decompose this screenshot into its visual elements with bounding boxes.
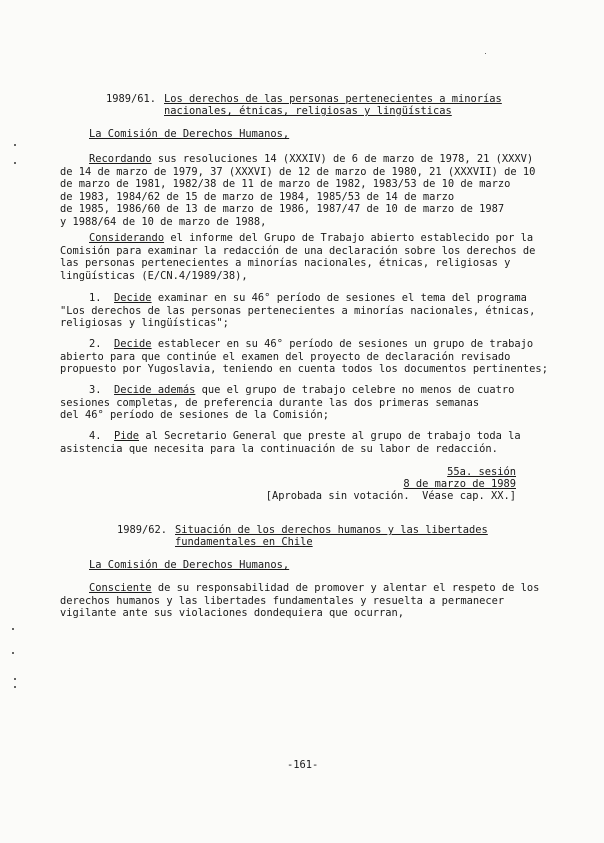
op2-line-1: establecer en su 46° período de sesiones un grupo de trabajo xyxy=(151,338,534,350)
considerando-line-3: las personas pertenecientes a minorías nacionales, étnicas, religiosas y xyxy=(60,257,511,270)
op1-number: 1. xyxy=(89,292,102,304)
consciente-lead: Consciente xyxy=(89,582,152,594)
session-date: 8 de marzo de 1989 xyxy=(403,478,516,490)
consciente-paragraph xyxy=(60,582,540,620)
op2-lead: Decide xyxy=(114,338,152,350)
op3-line-2: sesiones completas, de preferencia durante las dos primeras semanas xyxy=(60,396,480,409)
margin-mark xyxy=(14,678,16,680)
adoption-note: [Aprobada sin votación. Véase cap. XX.] xyxy=(265,490,516,502)
resolution-2-title-line-2: fundamentales en Chile xyxy=(175,536,313,548)
resolution-number-2: 1989/62. xyxy=(117,524,168,536)
recordando-paragraph xyxy=(60,153,536,229)
considerando-line-2: Comisión para examinar la redacción de una declaración sobre los derechos de xyxy=(60,244,536,257)
consciente-line-1: de su responsabilidad de promover y alentar el respeto de los xyxy=(151,582,540,594)
consciente-line-3: vigilante ante sus violaciones dondequiera que ocurran, xyxy=(60,607,405,620)
margin-mark xyxy=(14,162,16,164)
commission-heading-2: La Comisión de Derechos Humanos, xyxy=(89,559,290,571)
op3-line-3: del 46° período de sesiones de la Comisión; xyxy=(60,409,329,422)
operative-paragraph-3 xyxy=(60,384,518,422)
op2-number: 2. xyxy=(89,338,102,350)
consciente-line-2: derechos humanos y las libertades fundamentales y resuelta a permanecer xyxy=(60,594,505,607)
considerando-lead: Considerando xyxy=(89,232,165,244)
margin-mark xyxy=(12,628,14,630)
session-label: 55a. sesión xyxy=(447,466,516,478)
margin-mark xyxy=(14,144,16,146)
operative-paragraph-4 xyxy=(60,430,521,455)
op4-line-2: asistencia que necesita para la continuación de su labor de redacción. xyxy=(60,442,498,455)
margin-mark xyxy=(485,53,486,54)
op3-number: 3. xyxy=(89,384,102,396)
recordando-line-4: de 1983, 1984/62 de 15 de marzo de 1984, 1985/53 de 14 de marzo xyxy=(60,190,455,203)
considerando-paragraph xyxy=(60,232,536,282)
operative-paragraph-1 xyxy=(60,292,536,330)
op1-line-3: religiosas y lingüísticas"; xyxy=(60,317,229,330)
recordando-line-6: y 1988/64 de 10 de marzo de 1988, xyxy=(60,215,267,228)
op3-line-1: que el grupo de trabajo celebre no menos de cuatro xyxy=(195,384,515,396)
considerando-line-1: el informe del Grupo de Trabajo abierto establecido por la xyxy=(164,232,534,244)
considerando-line-4: lingüísticas (E/CN.4/1989/38), xyxy=(60,269,248,282)
recordando-line-1: sus resoluciones 14 (XXXIV) de 6 de marzo de 1978, 21 (XXXV) xyxy=(151,153,534,165)
op4-number: 4. xyxy=(89,430,102,442)
op1-line-1: examinar en su 46° período de sesiones el tema del programa xyxy=(151,292,527,304)
resolution-2-title-line-1: Situación de los derechos humanos y las libertades xyxy=(175,524,488,536)
recordando-line-3: de marzo de 1981, 1982/38 de 11 de marzo de 1982, 1983/53 de 10 de marzo xyxy=(60,178,511,191)
op4-lead: Pide xyxy=(114,430,140,442)
op2-line-3: propuesto por Yugoslavia, teniendo en cuenta todos los documentos pertinentes; xyxy=(60,363,548,376)
op4-line-1: al Secretario General que preste al grupo de trabajo toda la xyxy=(139,430,521,442)
op3-lead: Decide además xyxy=(114,384,196,396)
op2-line-2: abierto para que continúe el examen del proyecto de declaración revisado xyxy=(60,350,511,363)
recordando-line-5: de 1985, 1986/60 de 13 de marzo de 1986, 1987/47 de 10 de marzo de 1987 xyxy=(60,203,505,216)
operative-paragraph-2 xyxy=(60,338,548,376)
resolution-title-line-1: Los derechos de las personas pertenecientes a minorías xyxy=(164,93,502,105)
margin-mark xyxy=(12,652,14,654)
op1-line-2: "Los derechos de las personas pertenecientes a minorías nacionales, étnicas, xyxy=(60,304,536,317)
resolution-title-line-2: nacionales, étnicas, religiosas y lingüísticas xyxy=(164,105,452,117)
margin-mark xyxy=(14,686,16,688)
commission-heading-1: La Comisión de Derechos Humanos, xyxy=(89,128,290,140)
recordando-line-2: de 14 de marzo de 1979, 37 (XXXVI) de 12 de marzo de 1980, 21 (XXXVII) de 10 xyxy=(60,165,536,178)
op1-lead: Decide xyxy=(114,292,152,304)
recordando-lead: Recordando xyxy=(89,153,152,165)
page-number: -161- xyxy=(287,759,319,771)
resolution-number-1: 1989/61. xyxy=(106,93,157,105)
